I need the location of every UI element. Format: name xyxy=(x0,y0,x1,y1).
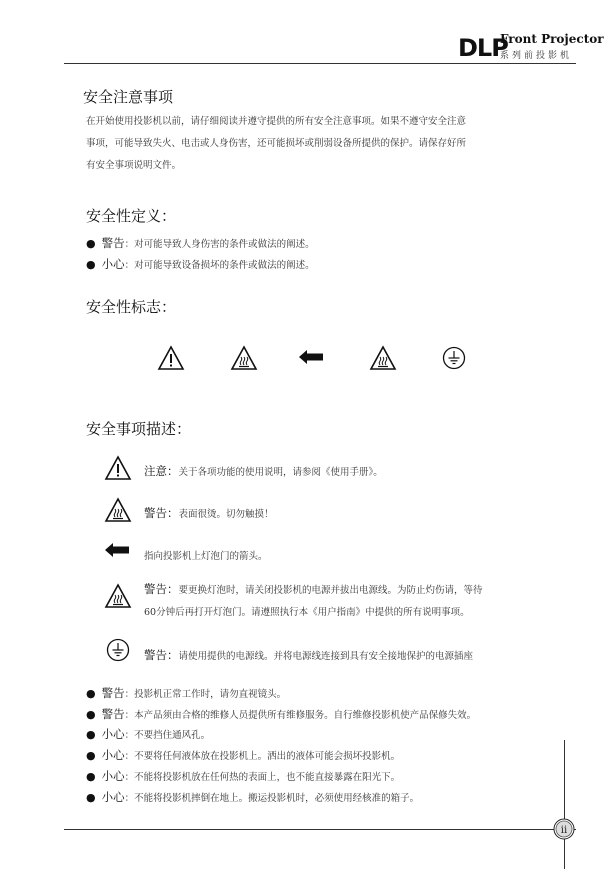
warning-text: ：不能将投影机放在任何热的表面上，也不能直接暴露在阳光下。 xyxy=(124,772,401,783)
definition-term: 警告 xyxy=(101,236,125,250)
left-arrow-icon xyxy=(105,543,129,557)
warning-text: ：不要挡住通风孔。 xyxy=(124,730,211,741)
warning-item xyxy=(86,726,210,742)
dlp-logo xyxy=(458,30,604,64)
logo-subtitle: 系列前投影机 xyxy=(500,51,573,61)
description-term: 警告： xyxy=(144,582,179,596)
definition-text: ：对可能导致人身伤害的条件或做法的阐述。 xyxy=(124,239,315,250)
warning-term: 警告 xyxy=(101,686,125,700)
description-term: 警告： xyxy=(144,506,179,520)
warning-text: ：本产品须由合格的维修人员提供所有维修服务。自行维修投影机使产品保修失效。 xyxy=(124,710,477,721)
bullet-icon: ● xyxy=(86,791,96,804)
description-text: 关于各项功能的使用说明，请参阅《使用手册》。 xyxy=(178,467,383,478)
page-number: ii xyxy=(560,825,568,836)
bullet-icon: ● xyxy=(86,708,96,721)
symbols-heading: 安全性标志： xyxy=(86,298,177,316)
warning-term: 小心 xyxy=(101,748,125,762)
description-text: 请使用提供的电源线。并将电源线连接到具有安全接地保护的电源插座 xyxy=(178,651,474,662)
definition-text: ：对可能导致设备损坏的条件或做法的阐述。 xyxy=(124,260,315,271)
intro-line: 事项，可能导致失火、电击或人身伤害，还可能损坏或削弱设备所提供的保护。请保存好所 xyxy=(86,138,467,149)
page-title: 安全注意事项 xyxy=(83,88,174,106)
ground-symbol-icon xyxy=(106,638,130,662)
definition-heading: 安全性定义： xyxy=(86,207,177,225)
intro-paragraph xyxy=(86,111,566,177)
hot-surface-triangle-icon xyxy=(231,346,257,370)
warning-term: 警告 xyxy=(101,707,125,721)
definition-term: 小心 xyxy=(101,257,125,271)
header-divider xyxy=(64,63,576,64)
description-term: 警告： xyxy=(144,648,179,662)
description-item xyxy=(144,460,383,479)
logo-main: DLP xyxy=(458,34,508,62)
description-text: 指向投影机上灯泡门的箭头。 xyxy=(144,551,268,562)
bullet-icon: ● xyxy=(86,770,96,783)
warning-item xyxy=(86,747,400,763)
bullet-icon: ● xyxy=(86,687,96,700)
warning-item xyxy=(86,685,286,701)
definition-item xyxy=(86,235,315,251)
bullet-icon: ● xyxy=(86,749,96,762)
description-item xyxy=(144,502,274,521)
description-item xyxy=(144,544,268,563)
warning-term: 小心 xyxy=(101,727,125,741)
warning-text: ：投影机正常工作时，请勿直视镜头。 xyxy=(124,689,287,700)
warning-item xyxy=(86,706,476,722)
side-divider xyxy=(564,740,565,869)
intro-line: 在开始使用投影机以前，请仔细阅读并遵守提供的所有安全注意事项。如果不遵守安全注意 xyxy=(86,116,467,127)
hot-surface-triangle-icon xyxy=(105,498,131,522)
footer-divider xyxy=(64,829,576,830)
warning-term: 小心 xyxy=(101,790,125,804)
description-text: 表面很烫。切勿触摸！ xyxy=(178,509,274,520)
description-heading: 安全事项描述： xyxy=(86,420,192,438)
warning-term: 小心 xyxy=(101,769,125,783)
bullet-icon: ● xyxy=(86,237,96,250)
hot-surface-triangle-icon xyxy=(370,346,396,370)
caution-triangle-icon xyxy=(105,456,131,480)
description-text: 60分钟后再打开灯泡门。请遵照执行本《用户指南》中提供的所有说明事项。 xyxy=(144,607,470,618)
warning-text: ：不能将投影机摔倒在地上。搬运投影机时，必须使用经核准的箱子。 xyxy=(124,793,420,804)
page-number-badge xyxy=(553,818,575,840)
bullet-icon: ● xyxy=(86,728,96,741)
description-term: 注意： xyxy=(144,464,179,478)
definition-item xyxy=(86,256,315,272)
description-item xyxy=(144,644,473,663)
intro-line: 有安全事项说明文件。 xyxy=(86,160,182,171)
hot-surface-triangle-icon xyxy=(105,584,131,608)
ground-symbol-icon xyxy=(442,346,466,370)
description-item xyxy=(144,578,483,624)
warning-item xyxy=(86,768,400,784)
bullet-icon: ● xyxy=(86,258,96,271)
description-text: 要更换灯泡时，请关闭投影机的电源并拔出电源线。为防止灼伤请，等待 xyxy=(178,585,483,596)
left-arrow-icon xyxy=(299,350,323,364)
warning-text: ：不要将任何液体放在投影机上。洒出的液体可能会损坏投影机。 xyxy=(124,751,401,762)
logo-title: Front Projector xyxy=(500,32,604,46)
warning-item xyxy=(86,789,419,805)
caution-triangle-icon xyxy=(158,346,184,370)
